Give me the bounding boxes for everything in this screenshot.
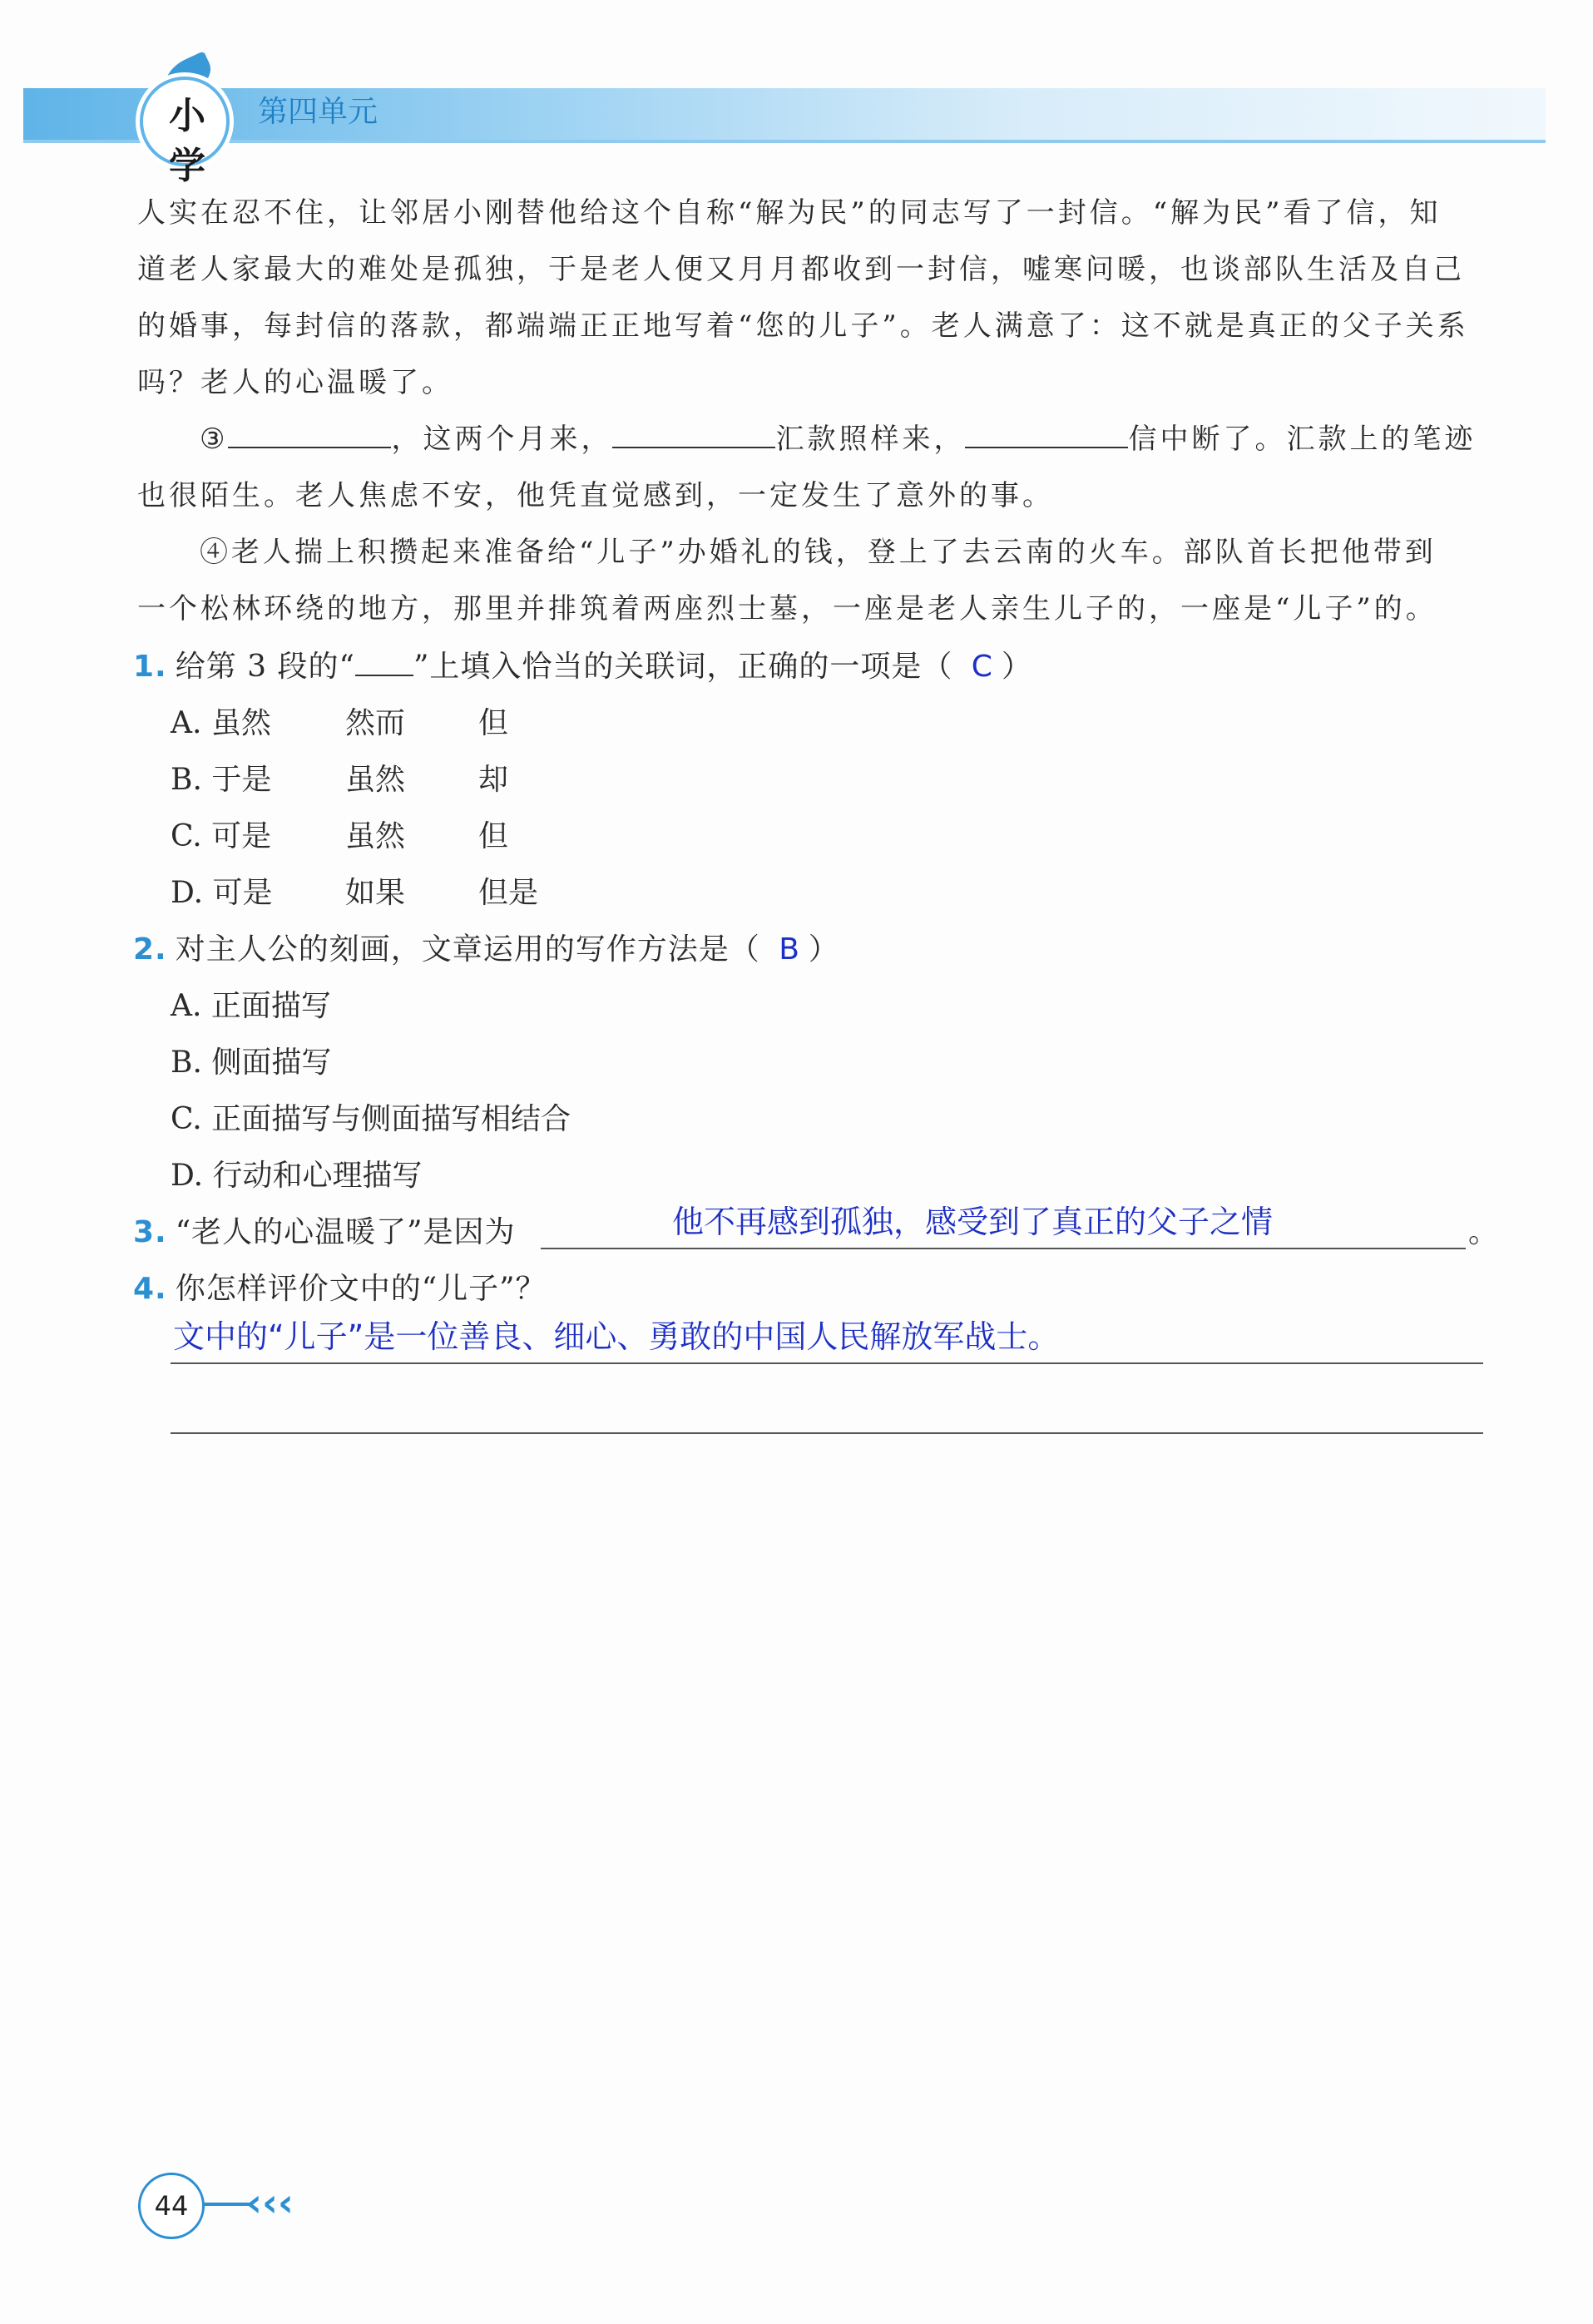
option-word: 于是 xyxy=(211,763,272,797)
question-1 xyxy=(133,639,1032,695)
option-word: 可是 xyxy=(212,876,273,910)
option-d[interactable]: D. 行动和心理描写 xyxy=(171,1159,423,1193)
question-text: ） xyxy=(808,932,839,967)
answer-choice[interactable]: C xyxy=(971,650,993,684)
option-word: 如果 xyxy=(345,876,406,910)
option-word: 却 xyxy=(478,763,509,797)
chevron-left-icon: ‹‹‹ xyxy=(246,2180,294,2225)
passage-line: 的婚事，每封信的落款，都端端正正地写着“您的儿子”。老人满意了：这不就是真正的父子关系 xyxy=(137,309,1469,343)
question-number: 3. xyxy=(133,1215,167,1249)
passage-line: 道老人家最大的难处是孤独，于是老人便又月月都收到一封信，嘘寒问暖，也谈部队生活及自己 xyxy=(137,253,1465,286)
answer-line[interactable] xyxy=(171,1362,1483,1364)
fill-blank-1[interactable] xyxy=(228,418,391,448)
option-letter: A. xyxy=(171,706,202,740)
question-number: 2. xyxy=(133,932,167,967)
question-text: ） xyxy=(1001,650,1032,684)
option-word: 虽然 xyxy=(345,819,406,853)
passage-paragraph-3 xyxy=(200,411,1489,467)
option-word: 但 xyxy=(478,819,509,853)
question-2 xyxy=(133,922,839,978)
question-text: ”上填入恰当的关联词，正确的一项是（ xyxy=(413,650,953,684)
passage-line: ④老人揣上积攒起来准备给“儿子”办婚礼的钱，登上了去云南的火车。部队首长把他带到 xyxy=(200,536,1437,569)
option-c[interactable] xyxy=(171,808,508,865)
option-b[interactable] xyxy=(171,752,508,808)
blank-marker xyxy=(355,650,413,676)
option-c[interactable]: C. 正面描写与侧面描写相结合 xyxy=(171,1102,571,1136)
passage-line: 一个松林环绕的地方，那里并排筑着两座烈士墓，一座是老人亲生儿子的，一座是“儿子”的。 xyxy=(137,592,1437,626)
passage-text: 信中断了。汇款上的笔迹 xyxy=(1128,423,1477,456)
question-3 xyxy=(133,1204,516,1261)
option-word: 但是 xyxy=(478,876,539,910)
option-word: 虽然 xyxy=(210,706,271,740)
header-band xyxy=(23,88,1546,187)
question-text: 你怎样评价文中的“儿子”？ xyxy=(175,1272,547,1306)
option-d[interactable] xyxy=(171,865,538,922)
option-word: 然而 xyxy=(345,706,406,740)
option-word: 但 xyxy=(478,706,509,740)
passage-text: 汇款照样来， xyxy=(775,423,966,456)
answer-line[interactable] xyxy=(541,1248,1466,1249)
question-text: “老人的心温暖了”是因为 xyxy=(175,1215,516,1249)
page-number: 44 xyxy=(138,2173,205,2239)
option-letter: C. xyxy=(171,819,202,853)
passage-line: 人实在忍不住，让邻居小刚替他给这个自称“解为民”的同志写了一封信。“解为民”看了信，知 xyxy=(137,196,1442,230)
fill-blank-2[interactable] xyxy=(612,418,775,448)
end-punctuation: 。 xyxy=(1468,1215,1500,1249)
option-word: 可是 xyxy=(211,819,272,853)
question-4 xyxy=(133,1261,547,1318)
passage-line: 吗？老人的心温暖了。 xyxy=(137,366,453,399)
question-number: 1. xyxy=(133,650,167,684)
option-a[interactable] xyxy=(171,695,508,752)
option-letter: D. xyxy=(171,876,204,910)
option-word: 虽然 xyxy=(345,763,406,797)
para-marker: ③ xyxy=(200,423,229,456)
answer-line[interactable] xyxy=(171,1432,1483,1434)
question-number: 4. xyxy=(133,1272,167,1306)
option-b[interactable]: B. 侧面描写 xyxy=(171,1046,332,1080)
passage-text: ，这两个月来， xyxy=(391,423,613,456)
fill-blank-3[interactable] xyxy=(965,418,1128,448)
unit-title: 第四单元 xyxy=(258,95,378,129)
answer-choice[interactable]: B xyxy=(779,932,800,967)
handwritten-answer: 他不再感到孤独，感受到了真正的父子之情 xyxy=(672,1204,1274,1240)
passage-line: 也很陌生。老人焦虑不安，他凭直觉感到，一定发生了意外的事。 xyxy=(137,479,1054,512)
logo-text: 小学 xyxy=(169,95,205,187)
handwritten-answer: 文中的“儿子”是一位善良、细心、勇敢的中国人民解放军战士。 xyxy=(173,1318,1060,1355)
question-text: 对主人公的刻画，文章运用的写作方法是（ xyxy=(175,932,760,967)
option-letter: B. xyxy=(171,763,202,797)
question-text: 给第 3 段的“ xyxy=(175,650,355,684)
footer-divider xyxy=(202,2203,252,2206)
option-a[interactable]: A. 正面描写 xyxy=(171,989,331,1023)
